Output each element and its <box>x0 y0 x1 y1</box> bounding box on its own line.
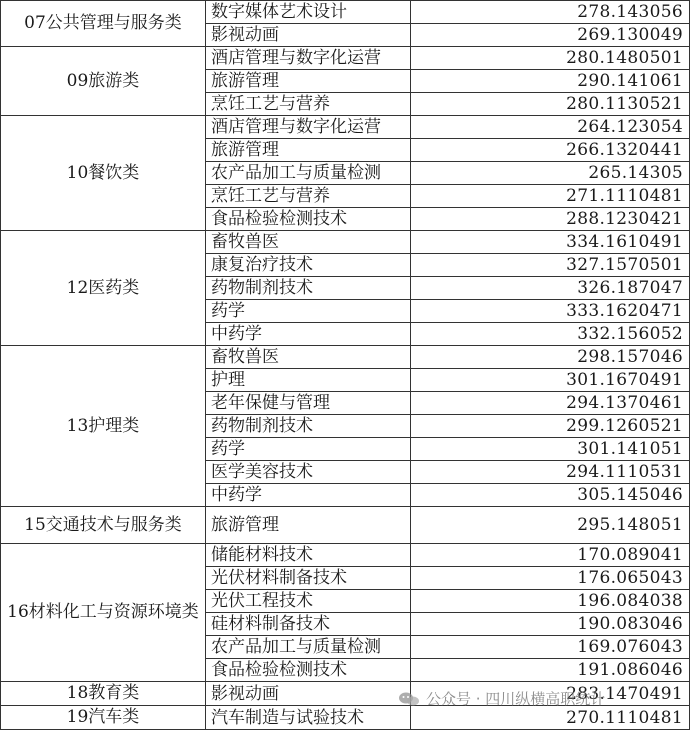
major-cell: 药学 <box>206 300 411 323</box>
score-cell: 326.187047 <box>411 277 690 300</box>
major-cell: 光伏工程技术 <box>206 590 411 613</box>
watermark-text: 公众号 · 四川纵横高职统计 <box>426 690 606 708</box>
major-cell: 旅游管理 <box>206 507 411 544</box>
score-table-body <box>1 1 690 730</box>
table-row <box>1 47 690 70</box>
major-cell: 酒店管理与数字化运营 <box>206 116 411 139</box>
major-cell: 药学 <box>206 438 411 461</box>
score-cell: 288.1230421 <box>411 208 690 231</box>
major-cell: 畜牧兽医 <box>206 346 411 369</box>
score-cell: 299.1260521 <box>411 415 690 438</box>
major-cell: 影视动画 <box>206 682 411 706</box>
category-cell: 18教育类 <box>1 682 206 706</box>
major-cell: 药物制剂技术 <box>206 277 411 300</box>
major-cell: 护理 <box>206 369 411 392</box>
major-cell: 食品检验检测技术 <box>206 659 411 682</box>
table-row <box>1 1 690 24</box>
score-cell: 301.1670491 <box>411 369 690 392</box>
category-cell: 13护理类 <box>1 346 206 507</box>
table-row <box>1 231 690 254</box>
major-cell: 农产品加工与质量检测 <box>206 636 411 659</box>
major-cell: 硅材料制备技术 <box>206 613 411 636</box>
major-cell: 旅游管理 <box>206 139 411 162</box>
score-cell: 176.065043 <box>411 567 690 590</box>
score-cell: 305.145046 <box>411 484 690 507</box>
score-cell: 271.1110481 <box>411 185 690 208</box>
major-cell: 数字媒体艺术设计 <box>206 1 411 24</box>
score-cell: 280.1130521 <box>411 93 690 116</box>
major-cell: 旅游管理 <box>206 70 411 93</box>
table-row <box>1 706 690 730</box>
score-cell: 169.076043 <box>411 636 690 659</box>
score-cell: 280.1480501 <box>411 47 690 70</box>
table-row <box>1 116 690 139</box>
score-cell: 327.1570501 <box>411 254 690 277</box>
major-cell: 畜牧兽医 <box>206 231 411 254</box>
score-cell: 298.157046 <box>411 346 690 369</box>
major-cell: 影视动画 <box>206 24 411 47</box>
score-cell: 266.1320441 <box>411 139 690 162</box>
major-cell: 老年保健与管理 <box>206 392 411 415</box>
score-cell: 332.156052 <box>411 323 690 346</box>
score-cell: 270.1110481 <box>411 706 690 730</box>
score-cell: 294.1370461 <box>411 392 690 415</box>
category-cell: 12医药类 <box>1 231 206 346</box>
score-cell: 265.14305 <box>411 162 690 185</box>
score-cell: 278.143056 <box>411 1 690 24</box>
table-row <box>1 544 690 567</box>
score-cell: 294.1110531 <box>411 461 690 484</box>
major-cell: 汽车制造与试验技术 <box>206 706 411 730</box>
score-cell: 190.083046 <box>411 613 690 636</box>
score-cell: 334.1610491 <box>411 231 690 254</box>
major-cell: 中药学 <box>206 484 411 507</box>
major-cell: 医学美容技术 <box>206 461 411 484</box>
major-cell: 农产品加工与质量检测 <box>206 162 411 185</box>
major-cell: 光伏材料制备技术 <box>206 567 411 590</box>
score-cell: 283.1470491 <box>411 682 690 706</box>
major-cell: 烹饪工艺与营养 <box>206 93 411 116</box>
score-cell: 191.086046 <box>411 659 690 682</box>
watermark <box>398 688 605 709</box>
score-cell: 196.084038 <box>411 590 690 613</box>
score-cell: 301.141051 <box>411 438 690 461</box>
category-cell: 19汽车类 <box>1 706 206 730</box>
score-cell: 290.141061 <box>411 70 690 93</box>
category-cell: 09旅游类 <box>1 47 206 116</box>
major-cell: 烹饪工艺与营养 <box>206 185 411 208</box>
category-cell: 16材料化工与资源环境类 <box>1 544 206 682</box>
score-cell: 170.089041 <box>411 544 690 567</box>
table-row <box>1 346 690 369</box>
score-cell: 269.130049 <box>411 24 690 47</box>
major-cell: 酒店管理与数字化运营 <box>206 47 411 70</box>
wechat-icon <box>398 691 420 707</box>
category-cell: 10餐饮类 <box>1 116 206 231</box>
score-cell: 333.1620471 <box>411 300 690 323</box>
score-cell: 264.123054 <box>411 116 690 139</box>
major-cell: 食品检验检测技术 <box>206 208 411 231</box>
major-cell: 储能材料技术 <box>206 544 411 567</box>
table-row <box>1 507 690 544</box>
category-cell: 07公共管理与服务类 <box>1 1 206 47</box>
major-cell: 康复治疗技术 <box>206 254 411 277</box>
major-cell: 中药学 <box>206 323 411 346</box>
category-cell: 15交通技术与服务类 <box>1 507 206 544</box>
score-cell: 295.148051 <box>411 507 690 544</box>
major-cell: 药物制剂技术 <box>206 415 411 438</box>
